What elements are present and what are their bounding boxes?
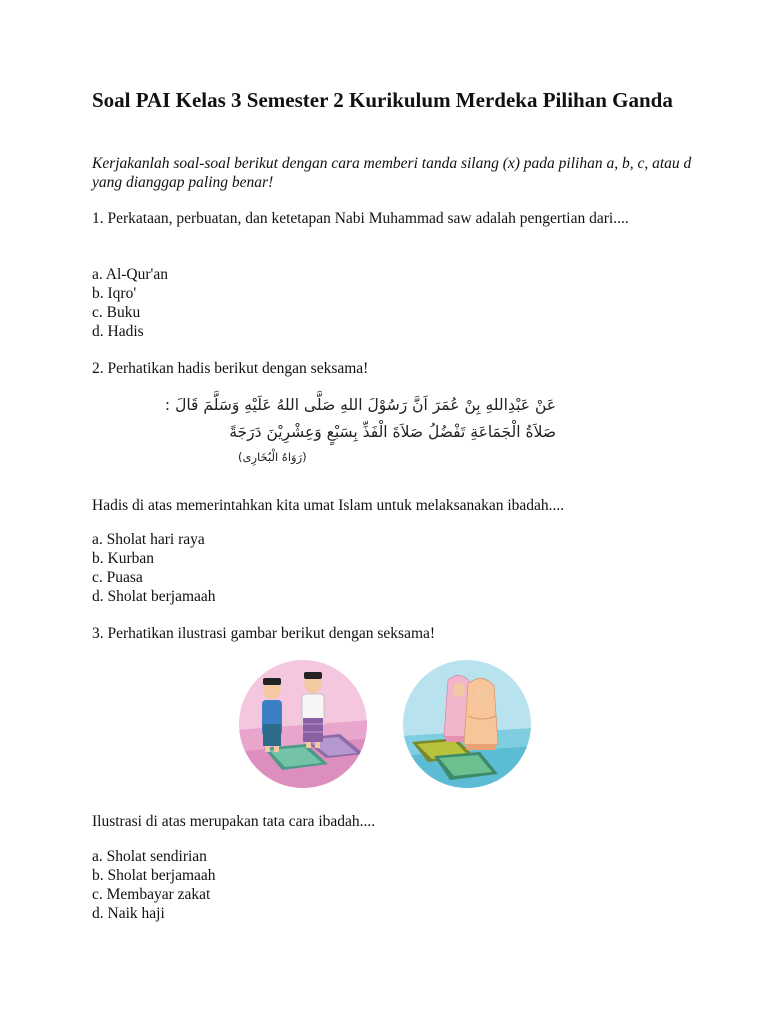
question-2-text: Hadis di atas memerintahkan kita umat Islam untuk melaksanakan ibadah....	[92, 497, 565, 514]
question-2-options	[92, 530, 216, 606]
question-3-options	[92, 847, 216, 923]
option-b: b. Kurban	[92, 550, 154, 567]
option-c: c. Membayar zakat	[92, 886, 211, 903]
question-1-text: 1. Perkataan, perbuatan, dan ketetapan Nabi Muhammad saw adalah pengertian dari....	[92, 210, 629, 227]
hadith-text	[164, 392, 556, 476]
question-1-options	[92, 265, 168, 341]
instructions: Kerjakanlah soal-soal berikut dengan cara memberi tanda silang (x) pada pilihan a, b, c, atau d yang dianggap paling benar!	[92, 155, 692, 191]
girls-praying-illustration	[400, 660, 534, 788]
question-2-intro: 2. Perhatikan hadis berikut dengan seksama!	[92, 360, 369, 377]
option-c: c. Puasa	[92, 569, 143, 586]
hadith-line-1: عَنْ عَبْدِاللهِ بِنْ عُمَرَ اَنَّ رَسُوْلَ اللهِ صَلَّى اللهُ عَلَيْهِ وَسَلَّمَ قَالَ :	[164, 396, 556, 414]
boys-praying-illustration	[236, 660, 370, 788]
hadith-line-2: صَلاَةُ الْجَمَاعَةِ تَفْضُلُ صَلاَةَ الْفَذِّ بِسَبْعٍ وَعِشْرِيْنَ دَرَجَةً	[229, 423, 556, 441]
option-b: b. Sholat berjamaah	[92, 867, 216, 884]
option-d: d. Hadis	[92, 323, 144, 340]
option-a: a. Al-Qur'an	[92, 266, 168, 283]
question-3-text: Ilustrasi di atas merupakan tata cara ibadah....	[92, 813, 376, 830]
page-title: Soal PAI Kelas 3 Semester 2 Kurikulum Merdeka Pilihan Ganda	[92, 88, 673, 112]
option-a: a. Sholat sendirian	[92, 848, 207, 865]
question-3-intro: 3. Perhatikan ilustrasi gambar berikut dengan seksama!	[92, 625, 436, 642]
option-c: c. Buku	[92, 304, 141, 321]
option-b: b. Iqro'	[92, 285, 137, 302]
option-d: d. Sholat berjamaah	[92, 588, 216, 605]
hadith-reference: (رَوَاهُ الْبُخَارِى)	[238, 450, 307, 464]
option-d: d. Naik haji	[92, 905, 165, 922]
option-a: a. Sholat hari raya	[92, 531, 205, 548]
